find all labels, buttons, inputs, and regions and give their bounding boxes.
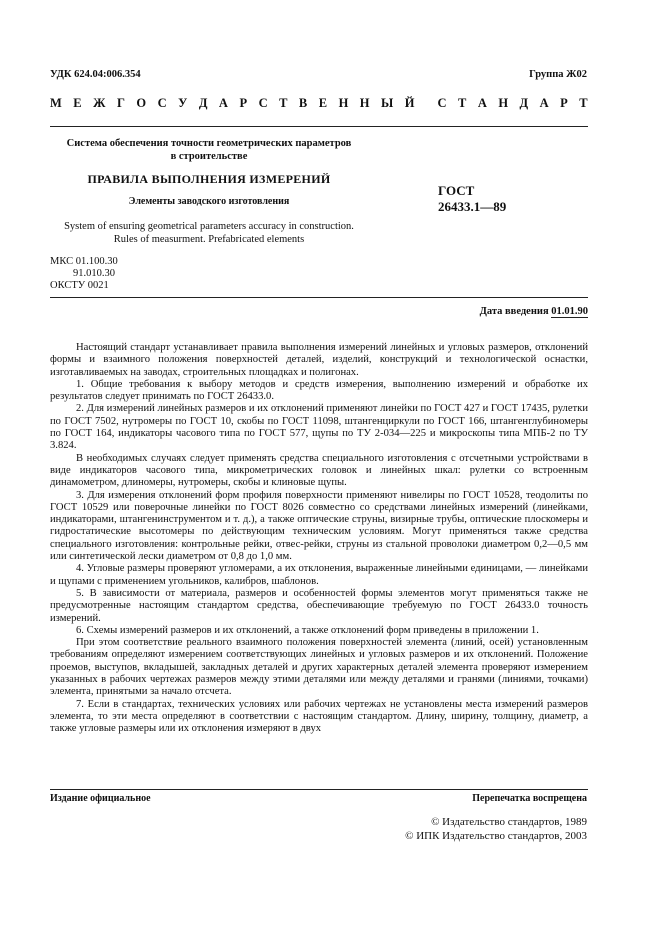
banner-letter: Д bbox=[198, 96, 208, 110]
banner-letter: Н bbox=[498, 96, 509, 110]
body-paragraph: В необходимых случаях следует применять средства специального изготовления с отсчетными устройствами в виде индикаторов часового типа, микрометрических головок и линейных шкал: рулетки со встроенным динамометром, длиномеры, нутромеры, скобы и клиновые щупы. bbox=[50, 452, 588, 489]
effective-date bbox=[480, 306, 588, 317]
group-code: Группа Ж02 bbox=[529, 69, 587, 80]
system-title-line2: в строительстве bbox=[170, 151, 248, 162]
banner-letter: Р bbox=[560, 96, 568, 110]
body-paragraph: 2. Для измерений линейных размеров и их отклонений применяют линейки по ГОСТ 427 и ГОСТ 17435, рулетки по ГОСТ 7502, нутромеры по ГОСТ 10, скобы по ГОСТ 11098, штангенциркули по ГОСТ 166, штангенглубиномеры по ГОСТ 164, индикаторы часового типа по ГОСТ 577, щупы по ТУ 2-034—225 и микроскопы типа МПБ-2 по ТУ 3.824. bbox=[50, 403, 588, 452]
banner-letter: Ы bbox=[381, 96, 394, 110]
banner-letter: С bbox=[157, 96, 167, 110]
banner-letter: Р bbox=[239, 96, 248, 110]
banner-letter: Т bbox=[279, 96, 288, 110]
banner-letter: А bbox=[539, 96, 549, 110]
date-label: Дата введения bbox=[479, 306, 549, 317]
banner-letter: М bbox=[50, 96, 62, 110]
mks-code: МКС 01.100.30 bbox=[50, 256, 118, 267]
body-paragraph: 1. Общие требования к выбору методов и средств измерения, выполнению измерений и обработке их результатов следует принимать по ГОСТ 26433.0. bbox=[50, 378, 588, 403]
document-subtitle: Элементы заводского изготовления bbox=[128, 196, 290, 207]
banner-letter: Н bbox=[359, 96, 370, 110]
document-title: ПРАВИЛА ВЫПОЛНЕНИЯ ИЗМЕРЕНИЙ bbox=[87, 172, 331, 186]
body-paragraph: 5. В зависимости от материала, размеров и особенностей формы элементов могут применяться также не предусмотренные настоящим стандартом средства, обеспечивающие требуемую по ГОСТ 26433.0 точность измерений. bbox=[50, 587, 588, 624]
copyright-line-2: © ИПК Издательство стандартов, 2003 bbox=[405, 830, 587, 842]
banner-letter: С bbox=[437, 96, 447, 110]
body-paragraph: При этом соответствие реального взаимного положения поверхностей элемента (линий, осей) установленным требованиям определяют измерением соответствующих линейных и угловых размеров и их отклонений. Положение проемов, выступов, вкладышей, закладных деталей и других характерных деталей элемента проверяют измерением указанных в рабочих чертежах размеров между этими деталями или между деталями и гранями (линиями, точками) элемента, принятыми за начало отсчета. bbox=[50, 637, 588, 698]
banner-letter: Н bbox=[338, 96, 349, 110]
codes-divider bbox=[50, 297, 588, 298]
banner-letter: Д bbox=[519, 96, 529, 110]
banner-letter: У bbox=[178, 96, 188, 110]
reprint-notice: Перепечатка воспрещена bbox=[472, 793, 587, 804]
body-paragraph: 4. Угловые размеры проверяют угломерами, а их отклонения, выраженные линейными единицами, — линейками и щупами с применением угольников, калибров, шаблонов. bbox=[50, 563, 588, 587]
banner-letter: Ж bbox=[93, 96, 106, 110]
banner-letter: Т bbox=[457, 96, 467, 110]
mks-code-2: 91.010.30 bbox=[73, 268, 115, 279]
body-paragraph: Настоящий стандарт устанавливает правила выполнения измерений линейных и угловых размеров, отклонений формы и взаимного положения поверхностей деталей, изделий, конструкций и технологической оснастки, изготавливаемых на заводах, строительных площадках и полигонах. bbox=[50, 342, 588, 378]
classification-codes bbox=[50, 256, 118, 292]
banner-letter: В bbox=[298, 96, 308, 110]
footer-divider bbox=[50, 789, 588, 790]
banner-letter: О bbox=[136, 96, 147, 110]
system-title-line1: Система обеспечения точности геометрических параметров bbox=[66, 138, 352, 149]
banner-letter: Й bbox=[404, 96, 415, 110]
date-value: 01.01.90 bbox=[551, 306, 588, 317]
banner-letter: Е bbox=[318, 96, 328, 110]
gost-designation bbox=[438, 183, 506, 215]
english-title-line2: Rules of measurment. Prefabricated elements bbox=[113, 234, 305, 245]
gost-number: 26433.1—89 bbox=[438, 199, 507, 214]
body-paragraph: 3. Для измерения отклонений форм профиля поверхности применяют нивелиры по ГОСТ 10528, теодолиты по ГОСТ 10529 или поверочные линейки по ГОСТ 8026 совместно со средствами линейных измерений (линейками, индикаторами, штангенинструментом и т. д.), а также оптические струны, визирные трубы, оптические плоскомеры и гидростатические высотомеры по действующим техническим условиям. Могут применяться также средства специального изготовления: контрольные рейки, отвес-рейки, струны из стальной проволоки диаметром 0,2—0,5 мм или синтетической лески диаметром от 0,8 до 1,0 мм. bbox=[50, 489, 588, 563]
banner-letter: А bbox=[477, 96, 487, 110]
banner-letter: Т bbox=[579, 96, 588, 110]
okstu-code: ОКСТУ 0021 bbox=[50, 280, 109, 291]
header-divider bbox=[50, 126, 588, 127]
udk-code: УДК 624.04:006.354 bbox=[50, 69, 141, 80]
banner-letter: С bbox=[258, 96, 268, 110]
banner-letter: Г bbox=[116, 96, 125, 110]
copyright-block bbox=[405, 815, 587, 843]
english-title-line1: System of ensuring geometrical parameters accuracy in construction. bbox=[64, 221, 354, 232]
official-edition: Издание официальное bbox=[50, 793, 151, 804]
gost-label: ГОСТ bbox=[438, 183, 475, 198]
copyright-line-1: © Издательство стандартов, 1989 bbox=[431, 816, 587, 828]
system-title bbox=[50, 137, 368, 163]
banner-letter: А bbox=[218, 96, 228, 110]
english-title bbox=[50, 220, 368, 246]
document-body bbox=[50, 342, 588, 736]
standard-banner bbox=[50, 96, 588, 111]
body-paragraph: 6. Схемы измерений размеров и их отклонений, а также отклонений форм приведены в приложении 1. bbox=[76, 624, 539, 636]
body-paragraph: 7. Если в стандартах, технических условиях или рабочих чертежах не установлены места измерений размеров элемента, то эти места определяют в соответствии с настоящим стандартом. Длину, ширину, толщину, диаметр, а также угловые размеры или их отклонения измеряют в двух bbox=[50, 698, 588, 735]
banner-letter: Е bbox=[73, 96, 82, 110]
